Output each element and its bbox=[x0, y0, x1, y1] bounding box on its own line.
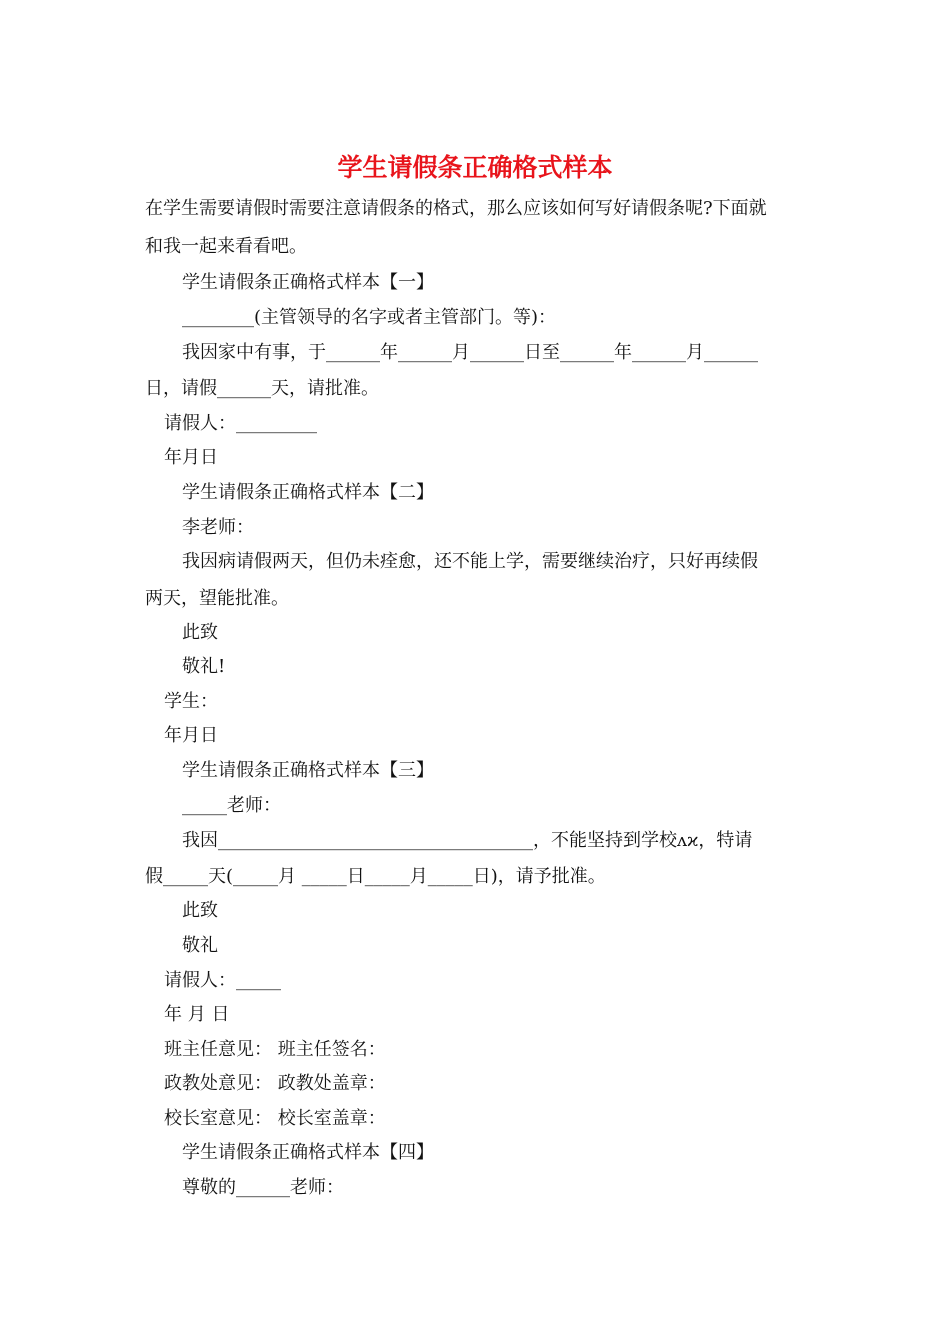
paragraph-line: _____老师： bbox=[182, 795, 281, 816]
paragraph-line: 我因病请假两天，但仍未痊愈，还不能上学，需要继续治疗，只好再续假 bbox=[182, 551, 758, 572]
paragraph-line: 假_____天(_____月 _____日_____月_____日)，请予批准。 bbox=[145, 866, 606, 887]
paragraph-line: 和我一起来看看吧。 bbox=[145, 236, 307, 257]
paragraph-line: 两天，望能批准。 bbox=[145, 588, 289, 609]
paragraph-line: 李老师： bbox=[182, 517, 254, 538]
paragraph-line: 年月日 bbox=[164, 447, 218, 468]
sample-heading: 学生请假条正确格式样本【一】 bbox=[182, 272, 434, 293]
paragraph-line: 请假人：_____ bbox=[164, 970, 281, 991]
paragraph-line: 在学生需要请假时需要注意请假条的格式，那么应该如何写好请假条呢?下面就 bbox=[145, 198, 767, 219]
paragraph-line: 尊敬的______老师： bbox=[182, 1177, 344, 1198]
paragraph-line: 年 月 日 bbox=[164, 1004, 230, 1025]
paragraph-line: 日，请假______天，请批准。 bbox=[145, 378, 379, 399]
paragraph-line: 请假人：_________ bbox=[164, 413, 317, 434]
sample-heading: 学生请假条正确格式样本【二】 bbox=[182, 482, 434, 503]
paragraph-line: 我因___________________________________，不能坚持到学校ʌϰ，特请 bbox=[182, 830, 753, 851]
paragraph-line: 此致 bbox=[182, 622, 218, 643]
paragraph-line: 学生： bbox=[164, 691, 218, 712]
sample-heading: 学生请假条正确格式样本【三】 bbox=[182, 760, 434, 781]
paragraph-line: 校长室意见： 校长室盖章： bbox=[164, 1108, 386, 1129]
sample-heading: 学生请假条正确格式样本【四】 bbox=[182, 1142, 434, 1163]
paragraph-line: ________(主管领导的名字或者主管部门。等)： bbox=[182, 307, 557, 328]
document-title: 学生请假条正确格式样本 bbox=[337, 153, 613, 182]
paragraph-line: 我因家中有事，于______年______月______日至______年______月______ bbox=[182, 342, 758, 363]
paragraph-line: 班主任意见： 班主任签名： bbox=[164, 1039, 386, 1060]
paragraph-line: 政教处意见： 政教处盖章： bbox=[164, 1073, 386, 1094]
paragraph-line: 敬礼! bbox=[182, 656, 226, 677]
paragraph-line: 此致 bbox=[182, 900, 218, 921]
paragraph-line: 年月日 bbox=[164, 725, 218, 746]
paragraph-line: 敬礼 bbox=[182, 935, 218, 956]
